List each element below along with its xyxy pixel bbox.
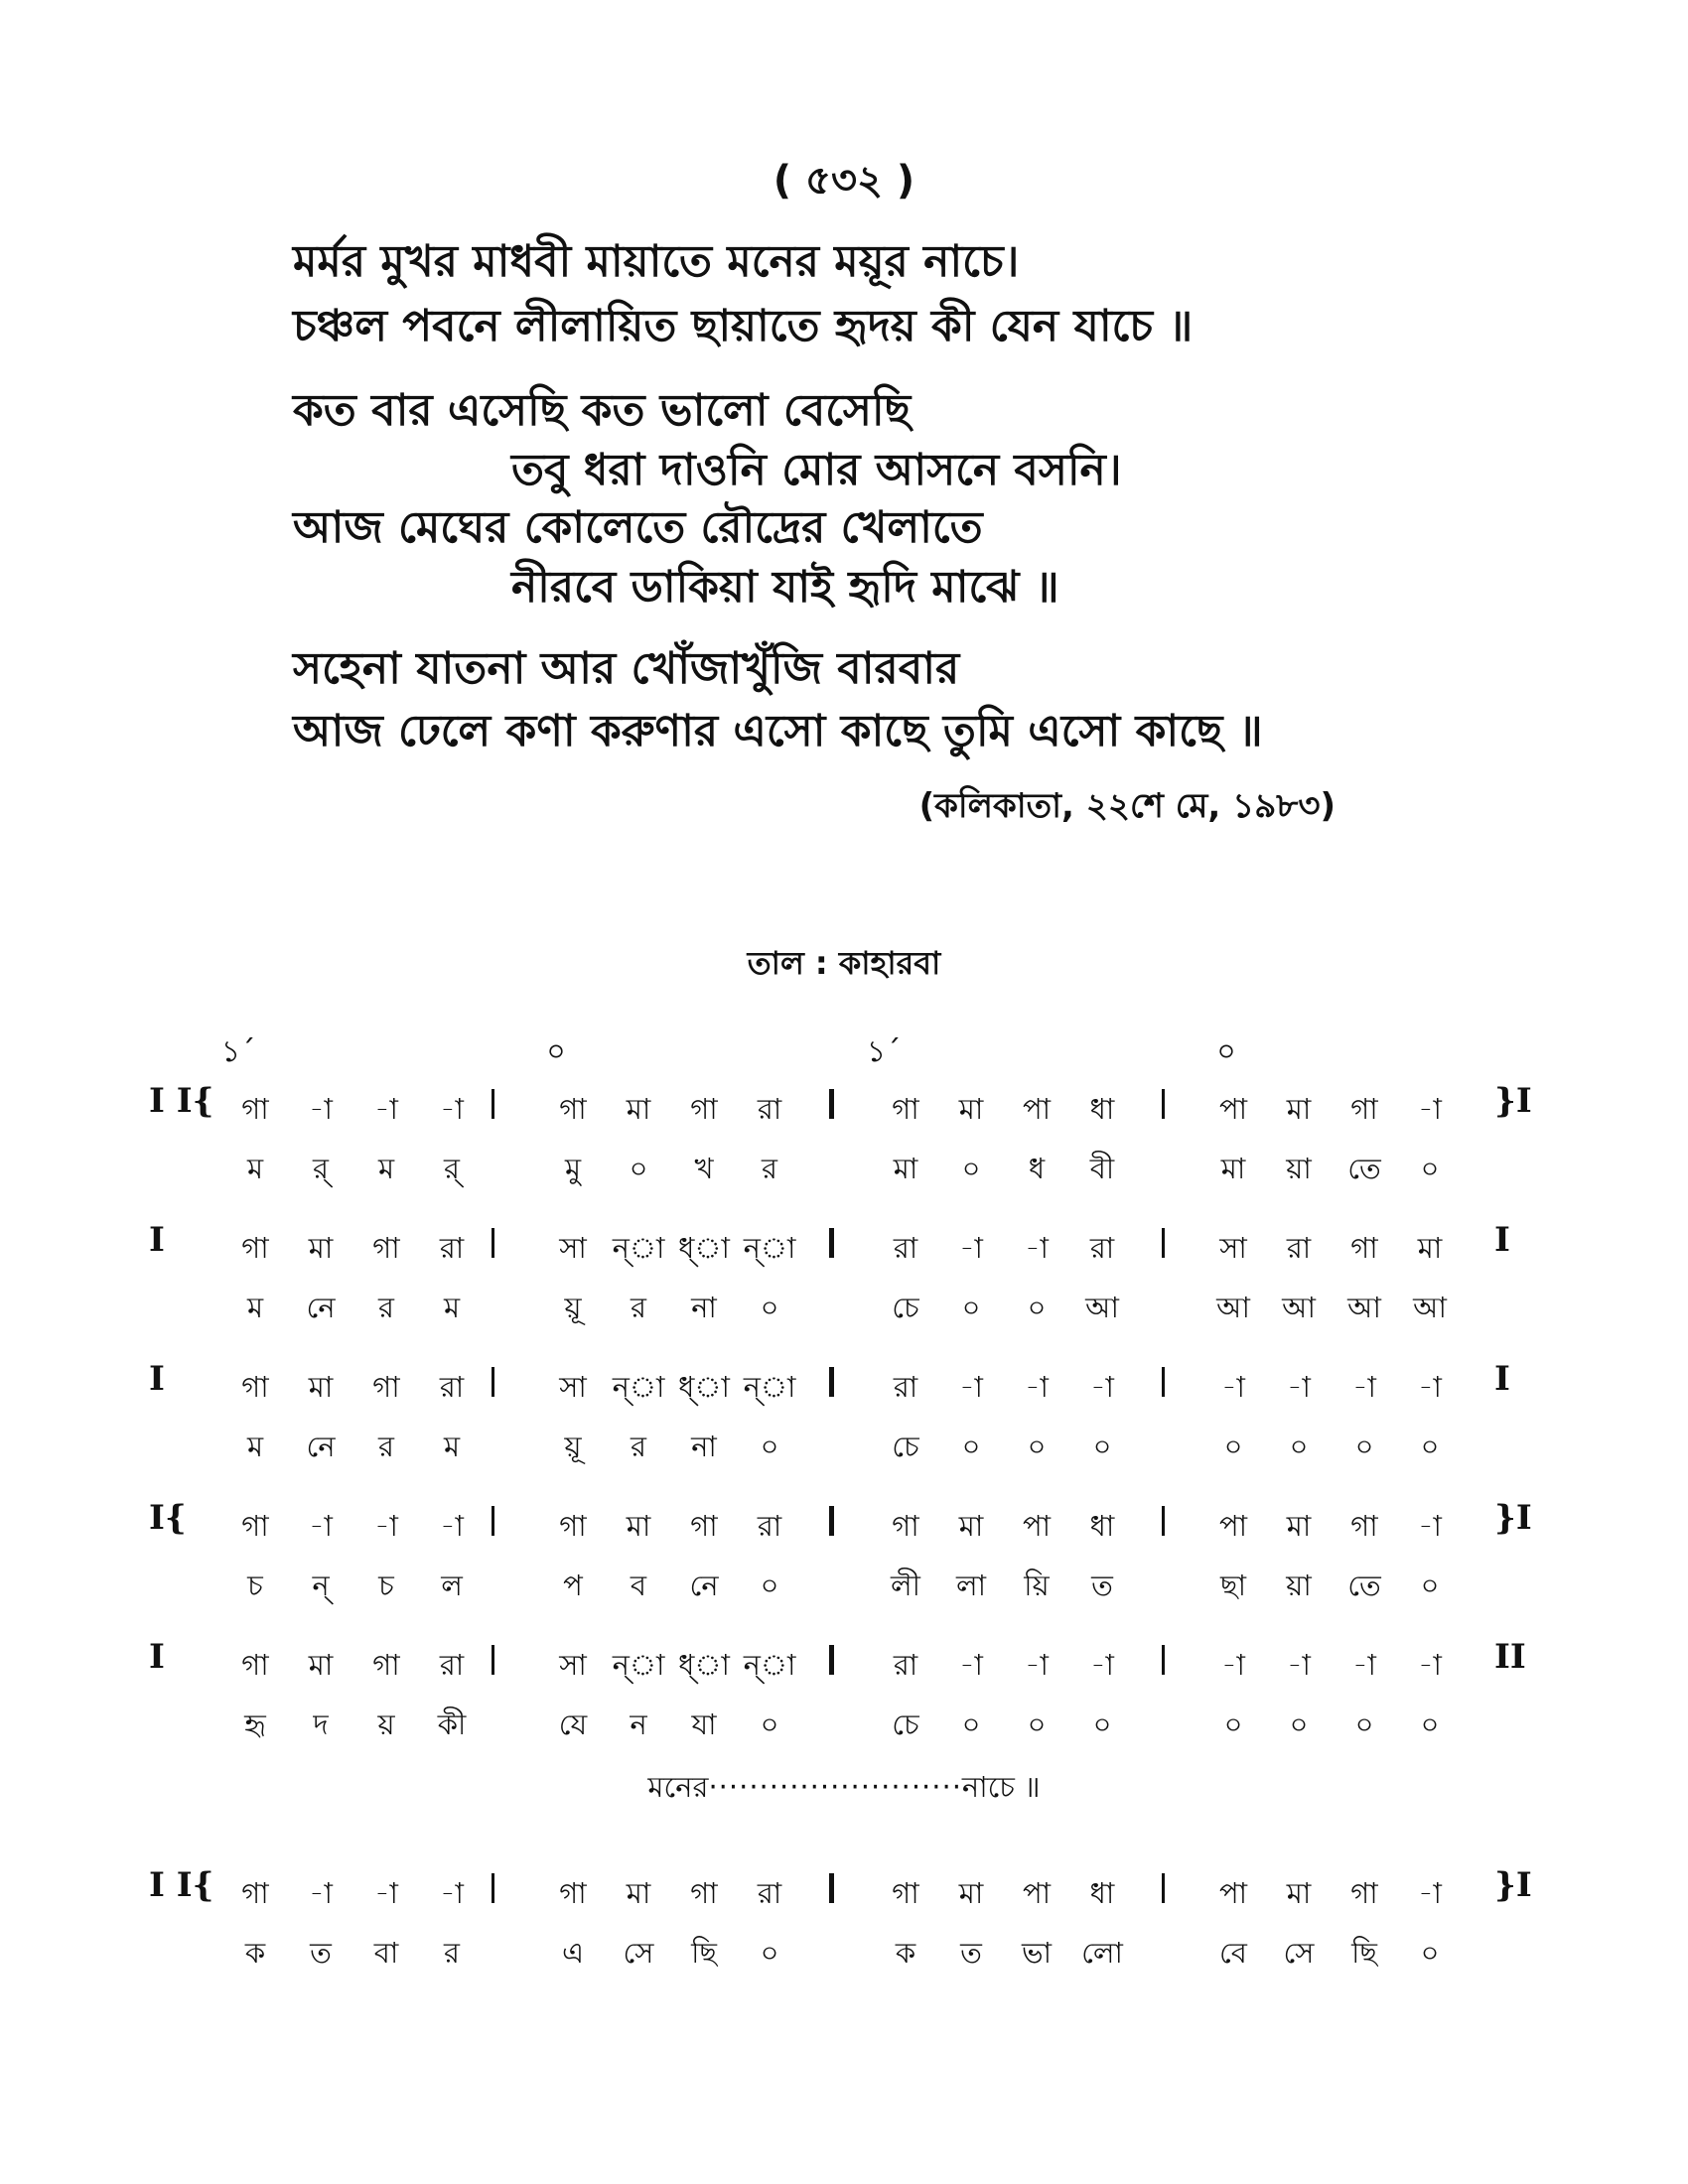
- lyric-syllable: সে: [1283, 1936, 1315, 1970]
- lyric-syllable: র: [378, 1291, 394, 1324]
- lyric-syllable: ০: [1092, 1707, 1112, 1741]
- swara-note: গা: [892, 1876, 919, 1910]
- swara-note: গা: [241, 1370, 269, 1404]
- swara-note: -া: [1352, 1370, 1376, 1404]
- swara-note: -া: [309, 1092, 333, 1126]
- tala-label: তাল : কাহারবা: [747, 944, 941, 982]
- lyric-syllable: ন: [630, 1707, 647, 1741]
- lyric-syllable: চে: [892, 1707, 919, 1741]
- swara-note: রা: [757, 1509, 782, 1543]
- swara-note: মা: [958, 1092, 984, 1126]
- lyric-syllable: এ: [561, 1936, 585, 1970]
- swara-note: গা: [241, 1648, 269, 1682]
- beat-bar: [1162, 1228, 1165, 1258]
- lyric-syllable: আ: [1216, 1291, 1250, 1324]
- lyric-syllable: ম: [246, 1291, 264, 1324]
- lyric-syllable: র্: [313, 1152, 329, 1185]
- swara-note: পা: [1022, 1092, 1052, 1126]
- lyric-syllable: ০: [1223, 1430, 1243, 1463]
- lyric-syllable: বা: [373, 1936, 399, 1970]
- swara-note: পা: [1218, 1509, 1248, 1543]
- lyric-syllable: ০: [1420, 1569, 1440, 1602]
- lyric-syllable: র: [631, 1291, 646, 1324]
- swara-note: রা: [1089, 1231, 1115, 1265]
- row-end-symbol: I: [1494, 1359, 1510, 1399]
- lyric-syllable: না: [691, 1430, 717, 1463]
- lyric-line-8: আজ ঢেলে কণা করুণার এসো কাছে তুমি এসো কাছে ॥: [293, 706, 1263, 756]
- swara-note: গা: [559, 1876, 587, 1910]
- lyric-syllable: ছি: [1351, 1936, 1377, 1970]
- lyric-syllable: তে: [1347, 1569, 1381, 1602]
- swara-note: ধা: [1089, 1876, 1115, 1910]
- beat-bar: [492, 1367, 494, 1397]
- beat-bar: [1162, 1089, 1165, 1119]
- swara-note: -া: [1418, 1876, 1442, 1910]
- lyric-syllable: য়া: [1286, 1569, 1312, 1602]
- lyric-syllable: য়ূ: [564, 1430, 582, 1463]
- lyric-syllable: ছি: [691, 1936, 717, 1970]
- lyric-syllable: ০: [760, 1707, 779, 1741]
- swara-note: গা: [241, 1509, 269, 1543]
- swara-note: ন্া: [743, 1231, 796, 1265]
- swara-note: মা: [308, 1648, 334, 1682]
- lyric-syllable: ০: [961, 1152, 981, 1185]
- beat-bar: [492, 1873, 494, 1903]
- lyric-line-7: সহেনা যাতনা আর খোঁজাখুঁজি বারবার: [293, 643, 960, 694]
- swara-note: -া: [1418, 1092, 1442, 1126]
- lyric-syllable: প: [563, 1569, 583, 1602]
- lyric-syllable: র: [444, 1936, 460, 1970]
- lyric-syllable: আ: [1085, 1291, 1119, 1324]
- lyric-syllable: সে: [623, 1936, 654, 1970]
- swara-note: রা: [893, 1648, 918, 1682]
- lyric-syllable: চ: [378, 1569, 394, 1602]
- swara-note: -া: [309, 1509, 333, 1543]
- swara-note: মা: [308, 1231, 334, 1265]
- swara-note: -া: [440, 1509, 464, 1543]
- swara-note: -া: [1418, 1648, 1442, 1682]
- swara-note: গা: [372, 1231, 400, 1265]
- row-end-symbol: }I: [1494, 1498, 1532, 1538]
- beat-bar: [492, 1089, 494, 1119]
- lyric-syllable: বে: [1219, 1936, 1247, 1970]
- swara-note: ধ্া: [678, 1231, 730, 1265]
- lyric-syllable: র্: [444, 1152, 460, 1185]
- beat-mark-1: ১´: [220, 1034, 256, 1069]
- beat-bar: [492, 1506, 494, 1536]
- beat-bar: [1162, 1873, 1165, 1903]
- swara-note: মা: [1417, 1231, 1443, 1265]
- lyric-syllable: নে: [306, 1291, 336, 1324]
- lyric-syllable: নে: [306, 1430, 336, 1463]
- row-end-symbol: }I: [1494, 1865, 1532, 1905]
- lyric-syllable: নে: [689, 1569, 719, 1602]
- lyric-syllable: ত: [960, 1936, 982, 1970]
- lyric-syllable: ০: [961, 1430, 981, 1463]
- swara-note: -া: [1221, 1648, 1245, 1682]
- swara-note: -া: [1090, 1648, 1114, 1682]
- lyric-syllable: আ: [1282, 1291, 1316, 1324]
- swara-note: মা: [626, 1509, 651, 1543]
- swara-note: ন্া: [612, 1231, 665, 1265]
- beat-mark-2: ০: [546, 1034, 566, 1069]
- swara-note: -া: [1418, 1509, 1442, 1543]
- beat-bar: [492, 1228, 494, 1258]
- lyric-syllable: ০: [1027, 1291, 1047, 1324]
- swara-note: গা: [892, 1509, 919, 1543]
- swara-note: মা: [958, 1876, 984, 1910]
- row-start-symbol: I: [149, 1359, 165, 1399]
- swara-note: -া: [440, 1876, 464, 1910]
- beat-bar: [492, 1645, 494, 1675]
- beat-mark-3: ১´: [866, 1034, 902, 1069]
- lyric-syllable: ০: [1420, 1707, 1440, 1741]
- lyric-syllable: ম: [443, 1430, 461, 1463]
- lyric-syllable: ধ: [1028, 1152, 1046, 1185]
- swara-note: গা: [1350, 1231, 1378, 1265]
- lyric-syllable: ০: [961, 1291, 981, 1324]
- swara-note: মা: [626, 1092, 651, 1126]
- lyric-syllable: ০: [760, 1430, 779, 1463]
- lyric-line-3: কত বার এসেছি কত ভালো বেসেছি: [293, 385, 912, 436]
- swara-note: ধ্া: [678, 1648, 730, 1682]
- swara-note: -া: [1025, 1648, 1049, 1682]
- swara-note: পা: [1218, 1876, 1248, 1910]
- swara-note: ন্া: [612, 1370, 665, 1404]
- beat-mark-4: ০: [1216, 1034, 1236, 1069]
- swara-note: রা: [893, 1231, 918, 1265]
- lyric-syllable: ক: [244, 1936, 266, 1970]
- lyric-syllable: যে: [558, 1707, 588, 1741]
- row-start-symbol: I I{: [149, 1865, 214, 1905]
- swara-note: গা: [559, 1509, 587, 1543]
- swara-note: গা: [690, 1509, 718, 1543]
- swara-note: -া: [1287, 1648, 1311, 1682]
- lyric-syllable: ০: [760, 1936, 779, 1970]
- lyric-syllable: ০: [1420, 1152, 1440, 1185]
- lyric-syllable: ০: [1420, 1936, 1440, 1970]
- lyric-syllable: আ: [1413, 1291, 1447, 1324]
- page-number: ( ৫৩২ ): [773, 158, 915, 204]
- lyric-syllable: আ: [1347, 1291, 1381, 1324]
- swara-note: মা: [1286, 1509, 1312, 1543]
- swara-note: -া: [959, 1648, 983, 1682]
- lyric-syllable: ভা: [1021, 1936, 1053, 1970]
- swara-note: -া: [959, 1231, 983, 1265]
- lyric-syllable: বী: [1089, 1152, 1115, 1185]
- swara-note: -া: [1287, 1370, 1311, 1404]
- swara-note: গা: [241, 1231, 269, 1265]
- swara-note: -া: [374, 1509, 398, 1543]
- lyric-syllable: ম: [377, 1152, 395, 1185]
- lyric-line-6: নীরবে ডাকিয়া যাই হৃদি মাঝে ॥: [511, 562, 1059, 613]
- composition-date: (কলিকাতা, ২২শে মে, ১৯৮৩): [918, 786, 1336, 826]
- swara-note: সা: [559, 1648, 587, 1682]
- swara-note: পা: [1022, 1509, 1052, 1543]
- swara-note: ধা: [1089, 1509, 1115, 1543]
- swara-note: -া: [1418, 1370, 1442, 1404]
- lyric-syllable: র: [378, 1430, 394, 1463]
- swara-note: -া: [374, 1876, 398, 1910]
- lyric-syllable: ০: [1223, 1707, 1243, 1741]
- refrain-start: মনের: [647, 1770, 709, 1804]
- lyric-syllable: লী: [891, 1569, 920, 1602]
- lyric-syllable: ০: [1289, 1430, 1309, 1463]
- lyric-syllable: য়ি: [1024, 1569, 1050, 1602]
- beat-bar: [1162, 1367, 1165, 1397]
- swara-note: রা: [439, 1231, 465, 1265]
- swara-note: ন্া: [612, 1648, 665, 1682]
- swara-note: -া: [1221, 1370, 1245, 1404]
- swara-note: -া: [309, 1876, 333, 1910]
- swara-note: মা: [626, 1876, 651, 1910]
- swara-note: গা: [1350, 1876, 1378, 1910]
- lyric-syllable: দ: [313, 1707, 329, 1741]
- row-start-symbol: I I{: [149, 1081, 214, 1121]
- swara-note: মা: [958, 1509, 984, 1543]
- lyric-syllable: ০: [1027, 1430, 1047, 1463]
- lyric-syllable: কী: [437, 1707, 467, 1741]
- refrain-dots: ·························: [708, 1770, 962, 1804]
- lyric-syllable: লো: [1081, 1936, 1123, 1970]
- swara-note: সা: [559, 1231, 587, 1265]
- swara-note: গা: [690, 1876, 718, 1910]
- swara-note: -া: [1025, 1370, 1049, 1404]
- swara-note: -া: [959, 1370, 983, 1404]
- lyric-syllable: য়ূ: [564, 1291, 582, 1324]
- lyric-syllable: ল: [441, 1569, 463, 1602]
- row-end-symbol: }I: [1494, 1081, 1532, 1121]
- lyric-line-5: আজ মেঘের কোলেতে রৌদ্রের খেলাতে: [293, 502, 983, 553]
- swara-note: -া: [1352, 1648, 1376, 1682]
- lyric-syllable: চে: [892, 1430, 919, 1463]
- swara-note: মা: [1286, 1092, 1312, 1126]
- swara-note: গা: [241, 1092, 269, 1126]
- lyric-syllable: ছা: [1220, 1569, 1246, 1602]
- swara-note: রা: [439, 1648, 465, 1682]
- row-start-symbol: I: [149, 1637, 165, 1677]
- swara-note: পা: [1022, 1876, 1052, 1910]
- swara-note: গা: [372, 1370, 400, 1404]
- lyric-syllable: ০: [1092, 1430, 1112, 1463]
- lyric-syllable: মা: [1220, 1152, 1246, 1185]
- lyric-syllable: ত: [310, 1936, 332, 1970]
- lyric-line-2: চঞ্চল পবনে লীলায়িত ছায়াতে হৃদয় কী যেন যাচে ॥: [293, 301, 1194, 351]
- beat-bar: [1162, 1506, 1165, 1536]
- lyric-syllable: ০: [1354, 1430, 1374, 1463]
- swara-note: ন্া: [743, 1370, 796, 1404]
- swara-note: ধ্া: [678, 1370, 730, 1404]
- refrain-end: নাচে ॥: [961, 1770, 1041, 1804]
- swara-note: পা: [1218, 1092, 1248, 1126]
- lyric-syllable: ০: [1420, 1430, 1440, 1463]
- lyric-syllable: ম: [246, 1430, 264, 1463]
- swara-note: -া: [1025, 1231, 1049, 1265]
- lyric-syllable: ত: [1091, 1569, 1113, 1602]
- swara-note: রা: [757, 1876, 782, 1910]
- swara-note: রা: [893, 1370, 918, 1404]
- lyric-syllable: হৃ: [244, 1707, 266, 1741]
- lyric-syllable: ০: [1027, 1707, 1047, 1741]
- section-bar: [829, 1506, 834, 1536]
- lyric-syllable: ০: [1289, 1707, 1309, 1741]
- lyric-syllable: ব: [630, 1569, 647, 1602]
- lyric-syllable: না: [691, 1291, 717, 1324]
- lyric-syllable: ০: [961, 1707, 981, 1741]
- swara-note: মা: [308, 1370, 334, 1404]
- lyric-syllable: ০: [1354, 1707, 1374, 1741]
- beat-bar: [1162, 1645, 1165, 1675]
- section-bar: [829, 1367, 834, 1397]
- lyric-syllable: য়: [377, 1707, 395, 1741]
- swara-note: গা: [690, 1092, 718, 1126]
- lyric-syllable: ন্: [312, 1569, 330, 1602]
- swara-note: রা: [439, 1370, 465, 1404]
- swara-note: মা: [1286, 1876, 1312, 1910]
- swara-note: গা: [559, 1092, 587, 1126]
- lyric-syllable: ০: [760, 1291, 779, 1324]
- lyric-syllable: চ: [247, 1569, 263, 1602]
- row-end-symbol: II: [1494, 1637, 1526, 1677]
- lyric-syllable: খ: [694, 1152, 714, 1185]
- swara-note: ন্া: [743, 1648, 796, 1682]
- lyric-syllable: লা: [955, 1569, 987, 1602]
- lyric-syllable: তে: [1347, 1152, 1381, 1185]
- lyric-syllable: চে: [892, 1291, 919, 1324]
- swara-note: রা: [1286, 1231, 1312, 1265]
- lyric-syllable: ম: [443, 1291, 461, 1324]
- swara-note: সা: [559, 1370, 587, 1404]
- swara-note: -া: [440, 1092, 464, 1126]
- lyric-syllable: ক: [895, 1936, 916, 1970]
- lyric-syllable: ০: [760, 1569, 779, 1602]
- swara-note: গা: [241, 1876, 269, 1910]
- section-bar: [829, 1873, 834, 1903]
- swara-note: -া: [374, 1092, 398, 1126]
- swara-note: গা: [1350, 1092, 1378, 1126]
- lyric-syllable: য়া: [1286, 1152, 1312, 1185]
- lyric-line-1: মর্মর মুখর মাধবী মায়াতে মনের ময়ূর নাচে।: [293, 236, 1020, 287]
- lyric-line-4: তবু ধরা দাওনি মোর আসনে বসনি।: [511, 445, 1122, 495]
- lyric-syllable: ০: [629, 1152, 648, 1185]
- swara-note: সা: [1219, 1231, 1247, 1265]
- swara-note: রা: [757, 1092, 782, 1126]
- lyric-syllable: র: [631, 1430, 646, 1463]
- refrain-note: [0, 1765, 1688, 1814]
- swara-note: ধা: [1089, 1092, 1115, 1126]
- row-start-symbol: I: [149, 1220, 165, 1260]
- lyric-syllable: যা: [691, 1707, 717, 1741]
- swara-note: গা: [372, 1648, 400, 1682]
- row-end-symbol: I: [1494, 1220, 1510, 1260]
- lyric-syllable: মা: [893, 1152, 918, 1185]
- swara-note: গা: [892, 1092, 919, 1126]
- row-start-symbol: I{: [149, 1498, 187, 1538]
- swara-note: -া: [1090, 1370, 1114, 1404]
- lyric-syllable: ম: [246, 1152, 264, 1185]
- section-bar: [829, 1645, 834, 1675]
- swara-note: গা: [1350, 1509, 1378, 1543]
- lyric-syllable: র: [762, 1152, 777, 1185]
- section-bar: [829, 1228, 834, 1258]
- section-bar: [829, 1089, 834, 1119]
- lyric-syllable: মু: [564, 1152, 582, 1185]
